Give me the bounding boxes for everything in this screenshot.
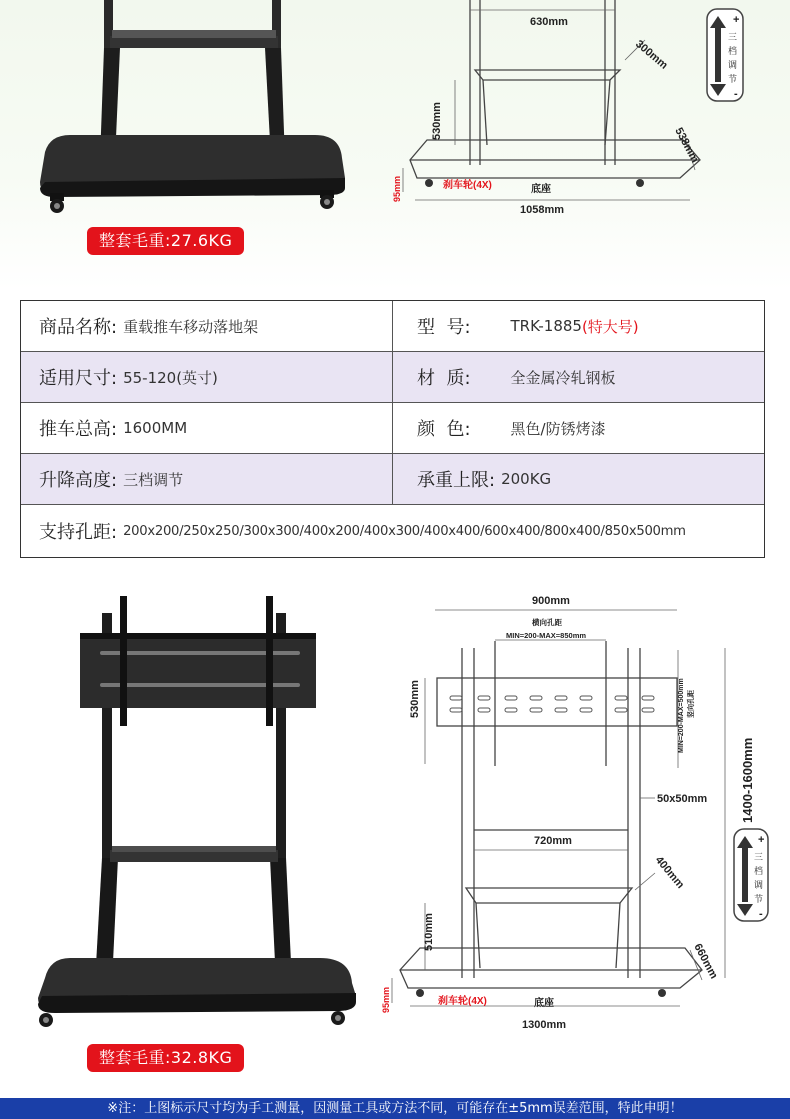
bottom-adjust-char-2: 档	[754, 867, 764, 877]
bottom-adjust-indicator	[733, 828, 773, 924]
bottom-inner-width-label: 720mm	[534, 835, 572, 847]
spec-table	[20, 300, 765, 558]
spec-label-color: 颜 色:	[417, 419, 471, 440]
spec-value-size: 55-120(英寸)	[123, 368, 218, 387]
bottom-post-size-label: 50x50mm	[657, 793, 708, 805]
bottom-brake-wheel-label: 刹车轮(4X)	[438, 996, 487, 1007]
bottom-overall-width-label: 900mm	[532, 595, 570, 607]
cart-photo-small	[0, 0, 360, 230]
spec-label-lift-height: 升降高度:	[39, 470, 118, 491]
bottom-total-height-label: 1400-1600mm	[740, 737, 755, 823]
spec-value-total-height: 1600MM	[123, 419, 188, 437]
svg-text:+: +	[758, 834, 765, 846]
top-weight-badge: 整套毛重:27.6KG	[87, 227, 244, 255]
top-adjust-char-1: 三	[728, 33, 738, 43]
bottom-base-depth-label: 660mm	[691, 941, 720, 981]
bottom-dimension-drawing	[380, 578, 760, 1043]
spec-label-material: 材 质:	[417, 368, 471, 389]
top-brake-wheel-label: 刹车轮(4X)	[443, 180, 492, 191]
spec-row-size-material	[21, 352, 764, 403]
bottom-base-width-label: 1300mm	[522, 1019, 567, 1031]
top-base-width-label: 1058mm	[520, 204, 565, 216]
spec-value-model-size: (特大号)	[581, 317, 639, 336]
spec-label-max-load: 承重上限:	[417, 470, 496, 491]
spec-value-material: 全金属冷轧钢板	[510, 368, 616, 387]
svg-text:-: -	[734, 88, 738, 100]
bottom-vertical-holes-label: 竖向孔距	[688, 690, 695, 718]
bottom-adjust-char-1: 三	[754, 853, 764, 863]
spec-value-model: TRK-1885	[510, 317, 582, 335]
spec-row-lift-load	[21, 454, 764, 505]
spec-value-product-name: 重载推车移动落地架	[123, 317, 259, 336]
spec-label-model: 型 号:	[417, 317, 471, 338]
bottom-horizontal-range-label: MIN=200-MAX=850mm	[506, 631, 587, 640]
top-width-label: 630mm	[530, 16, 568, 28]
top-depth-shelf-label: 300mm	[633, 38, 670, 72]
top-base-label: 底座	[531, 184, 551, 195]
spec-value-max-load: 200KG	[501, 470, 552, 488]
bottom-shelf-height-label: 510mm	[423, 913, 435, 951]
svg-text:+: +	[733, 14, 740, 26]
spec-row-name-model	[21, 301, 764, 352]
bottom-weight-badge: 整套毛重:32.8KG	[87, 1044, 244, 1072]
spec-label-total-height: 推车总高:	[39, 419, 118, 440]
top-shelf-height-label: 530mm	[431, 102, 443, 140]
spec-label-product-name: 商品名称:	[39, 317, 118, 338]
bottom-product-section	[0, 578, 790, 1098]
spec-row-height-color	[21, 403, 764, 454]
bottom-vertical-range-label: MIN=200-MAX=500mm	[678, 678, 685, 753]
top-wheel-height-label: 95mm	[392, 175, 402, 202]
spec-value-vesa: 200x200/250x250/300x300/400x200/400x300/400x400/600x400/800x400/850x500mm	[123, 523, 686, 539]
cart-photo-large	[0, 588, 380, 1043]
bottom-adjust-char-4: 节	[754, 895, 764, 905]
spec-value-lift-height: 三档调节	[123, 470, 184, 489]
bottom-adjust-char-3: 调	[754, 881, 764, 891]
top-adjust-char-2: 档	[728, 47, 738, 57]
bottom-shelf-depth-label: 400mm	[652, 854, 687, 891]
spec-label-vesa: 支持孔距:	[39, 522, 118, 543]
footer-disclaimer: ※注：上图标示尺寸均为手工测量，因测量工具或方法不同，可能存在±5mm误差范围，特此申明！	[0, 1098, 790, 1119]
spec-value-color: 黑色/防锈烤漆	[510, 419, 606, 438]
bottom-bracket-height-label: 530mm	[409, 680, 421, 718]
bottom-horizontal-holes-label: 横向孔距	[532, 618, 562, 627]
top-product-section	[0, 0, 790, 290]
spec-label-size: 适用尺寸:	[39, 368, 118, 389]
bottom-base-label: 底座	[534, 998, 554, 1009]
top-base-depth-label: 538mm	[672, 125, 701, 165]
svg-text:-: -	[759, 908, 763, 920]
top-adjust-char-4: 节	[728, 75, 738, 85]
spec-row-vesa	[21, 505, 764, 557]
top-adjust-indicator	[706, 8, 746, 104]
top-adjust-char-3: 调	[728, 61, 738, 71]
bottom-wheel-height-label: 95mm	[381, 986, 391, 1013]
